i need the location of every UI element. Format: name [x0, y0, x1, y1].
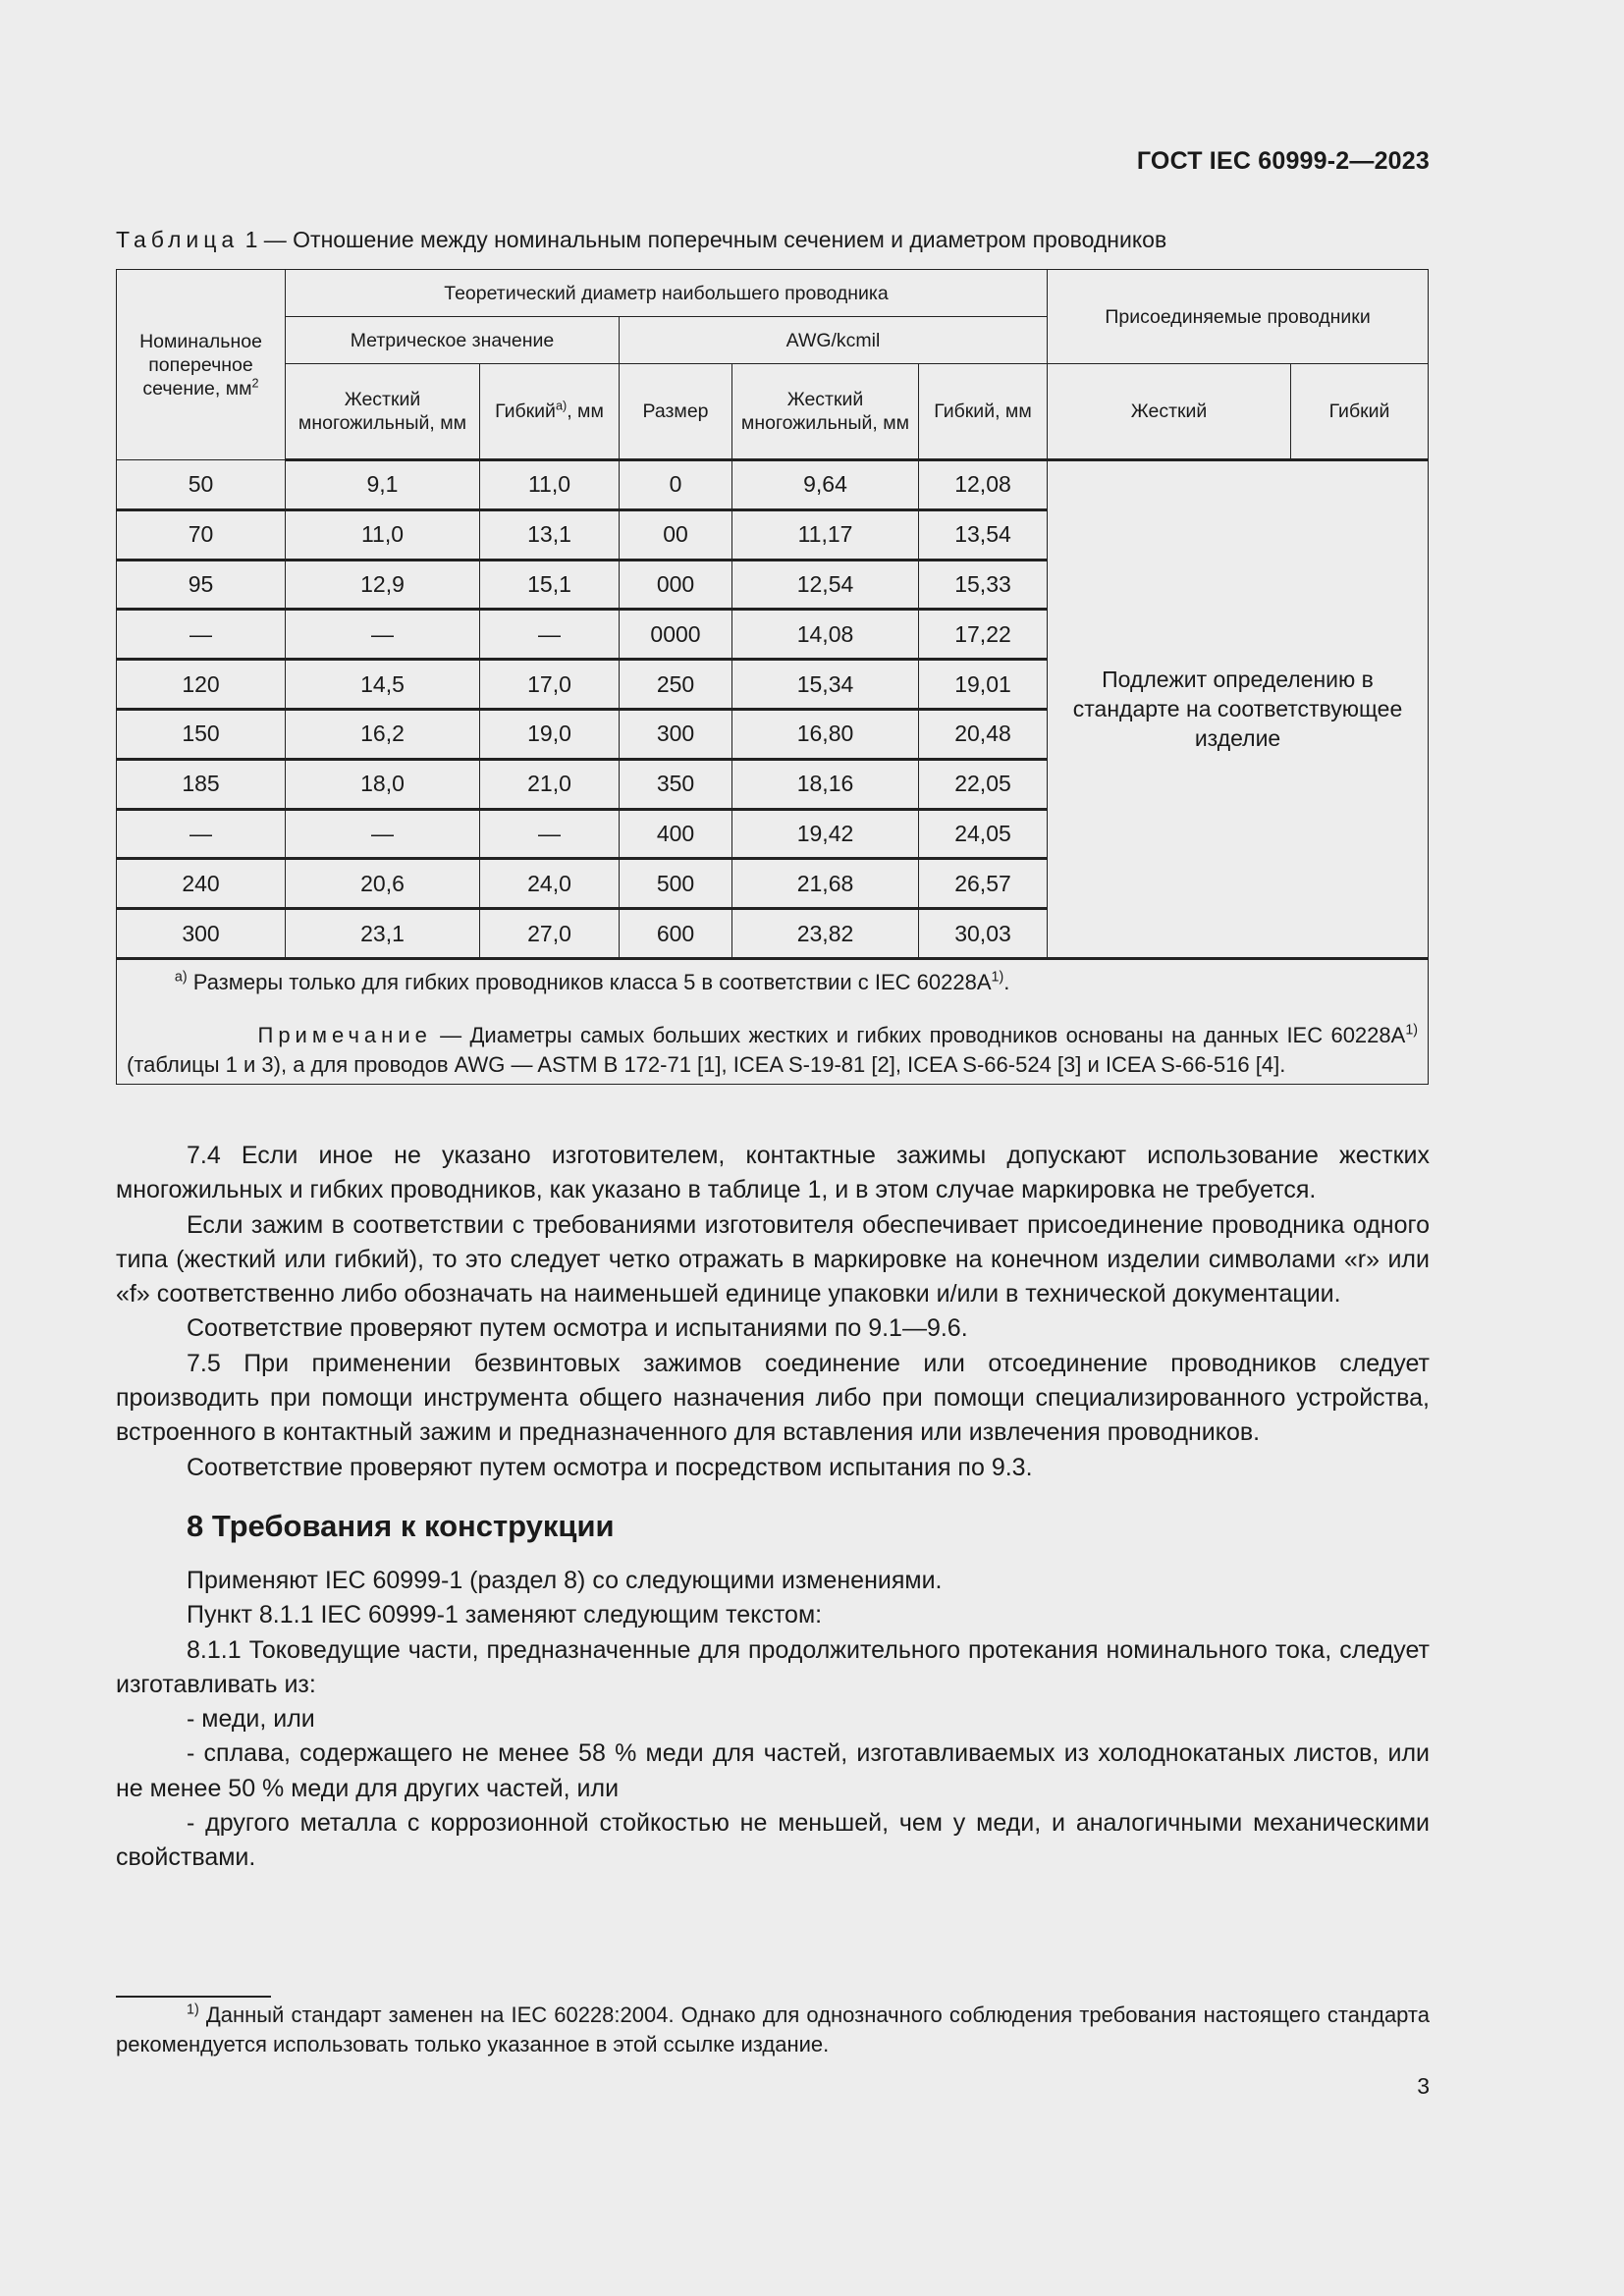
table-cell: 50 [117, 460, 286, 510]
table-cell: 11,0 [480, 460, 620, 510]
table-cell: 9,64 [732, 460, 919, 510]
table-cell: 17,0 [480, 660, 620, 710]
table-footnote: $^{а)}$ Размеры только для гибких проводников класса 5 в соответствии с IEC $60228A^{1)}$. [174, 969, 1010, 994]
table-cell: 300 [620, 709, 732, 759]
header-theoretical: Теоретический диаметр наибольшего проводника [286, 270, 1048, 317]
table-cell: 23,82 [732, 909, 919, 959]
table-cell: 26,57 [919, 859, 1048, 909]
table-caption-text: 1 — Отношение между номинальным поперечным сечением и диаметром проводников [244, 227, 1167, 252]
table-cell: 0000 [620, 610, 732, 660]
page-number: 3 [1417, 2073, 1430, 2099]
table-cell: 19,42 [732, 809, 919, 859]
table-cell: 24,0 [480, 859, 620, 909]
table-cell: 500 [620, 859, 732, 909]
table-cell: 70 [117, 509, 286, 560]
paragraph: Соответствие проверяют путем осмотра и испытаниями по 9.1—9.6. [187, 1314, 968, 1343]
list-item: - другого металла с коррозионной стойкостью не меньшей, чем у меди, и аналогичными механическими свойствами. [116, 1809, 1430, 1872]
table-note: Примечание — Диаметры самых больших жестких и гибких проводников основаны на данных IEC $60228A^{1)}$ (таблицы 1 и 3), а для проводов AWG — ASTM B 172-71 [1], ICEA S-19-81 [2], ICEA S-66-524 [3] и ICEA S-66-516 [4]. [127, 1022, 1419, 1077]
table-cell: 15,34 [732, 660, 919, 710]
paragraph-8-1-1: 8.1.1 Токоведущие части, предназначенные для продолжительного протекания номинального тока, следует изготавливать из: [116, 1635, 1430, 1698]
table-cell: 19,0 [480, 709, 620, 759]
footnote-divider [116, 1996, 271, 1998]
page-footnote: $^{1)}$ Данный стандарт заменен на IEC 60228:2004. Однако для однозначного соблюдения требования настоящего стандарта рекомендуется использовать только указанное в этой ссылке издание. [116, 2002, 1430, 2056]
table-cell: 21,0 [480, 759, 620, 809]
document-code: ГОСТ IEC 60999-2—2023 [1136, 147, 1430, 175]
table-cell: 15,33 [919, 560, 1048, 610]
paragraph: Пункт 8.1.1 IEC 60999-1 заменяют следующим текстом: [187, 1601, 823, 1629]
table-cell: 150 [117, 709, 286, 759]
table-cell: 18,0 [286, 759, 480, 809]
table-cell: — [117, 809, 286, 859]
header-size: Размер [620, 364, 732, 460]
table-caption-label: Таблица [116, 227, 240, 252]
table-cell: 350 [620, 759, 732, 809]
table-cell: 9,1 [286, 460, 480, 510]
header-flexible: Гибкий$^{а)}$, мм [480, 364, 620, 460]
table-notes [117, 958, 1429, 1084]
table-cell: 16,80 [732, 709, 919, 759]
table-cell: 000 [620, 560, 732, 610]
table-cell: 12,54 [732, 560, 919, 610]
table-cell: 30,03 [919, 909, 1048, 959]
table-cell: 14,08 [732, 610, 919, 660]
merged-connectable-cell: Подлежит определению в стандарте на соответствующее изделие [1048, 460, 1429, 959]
conductor-table [116, 269, 1429, 1085]
table-cell: 15,1 [480, 560, 620, 610]
header-awg-rigid: Жесткий многожильный, мм [732, 364, 919, 460]
table-cell: 21,68 [732, 859, 919, 909]
table-cell: 22,05 [919, 759, 1048, 809]
header-rigid-stranded: Жесткий многожильный, мм [286, 364, 480, 460]
table-cell: 400 [620, 809, 732, 859]
paragraph: Если зажим в соответствии с требованиями изготовителя обеспечивает присоединение проводника одного типа (жесткий или гибкий), то это следует четко отражать в маркировке на конечном изделии символами «r» или «f» соответственно либо обозначать на наименьшей единице упаковки и/или в технической документации. [116, 1210, 1430, 1308]
table-cell: 13,1 [480, 509, 620, 560]
header-awg: AWG/kcmil [620, 317, 1048, 364]
paragraph-7-4: 7.4 Если иное не указано изготовителем, контактные зажимы допускают использование жестких многожильных и гибких проводников, как указано в таблице 1, и в этом случае маркировка не требуется. [116, 1142, 1430, 1204]
table-cell: 600 [620, 909, 732, 959]
table-caption [116, 227, 1166, 253]
list-item: - меди, или [187, 1705, 315, 1734]
table-row [117, 460, 1429, 510]
table-cell: — [286, 809, 480, 859]
list-item: - сплава, содержащего не менее 58 % меди для частей, изготавливаемых из холоднокатаных листов, или не менее 50 % меди для других частей, или [116, 1739, 1430, 1802]
table-cell: 12,9 [286, 560, 480, 610]
table-cell: 120 [117, 660, 286, 710]
table-cell: 12,08 [919, 460, 1048, 510]
header-metric: Метрическое значение [286, 317, 620, 364]
table-cell: 00 [620, 509, 732, 560]
paragraph: Соответствие проверяют путем осмотра и посредством испытания по 9.3. [187, 1453, 1033, 1481]
table-cell: 23,1 [286, 909, 480, 959]
table-cell: 19,01 [919, 660, 1048, 710]
table-cell: — [286, 610, 480, 660]
paragraph: Применяют IEC 60999-1 (раздел 8) со следующими изменениями. [187, 1566, 943, 1594]
table-cell: — [480, 610, 620, 660]
header-nominal: Номинальное поперечное сечение, $мм^2$ [117, 270, 286, 460]
table-cell: 18,16 [732, 759, 919, 809]
table-cell: — [480, 809, 620, 859]
header-awg-flexible: Гибкий, мм [919, 364, 1048, 460]
table-cell: — [117, 610, 286, 660]
header-connectable: Присоединяемые проводники [1048, 270, 1429, 364]
table-cell: 240 [117, 859, 286, 909]
table-cell: 95 [117, 560, 286, 610]
table-cell: 11,0 [286, 509, 480, 560]
table-cell: 13,54 [919, 509, 1048, 560]
section-heading: 8 Требования к конструкции [187, 1508, 615, 1543]
table-cell: 300 [117, 909, 286, 959]
paragraph-7-5: 7.5 При применении безвинтовых зажимов соединение или отсоединение проводников следует производить при помощи инструмента общего назначения либо при помощи специализированного устройства, встроенного в контактный зажим и предназначенного для вставления или извлечения проводников. [116, 1349, 1430, 1447]
table-cell: 14,5 [286, 660, 480, 710]
table-cell: 20,48 [919, 709, 1048, 759]
table-cell: 11,17 [732, 509, 919, 560]
header-conn-flexible: Гибкий [1291, 364, 1429, 460]
table-cell: 0 [620, 460, 732, 510]
body-text [116, 1139, 1430, 1876]
table-cell: 27,0 [480, 909, 620, 959]
header-conn-rigid: Жесткий [1048, 364, 1291, 460]
table-cell: 24,05 [919, 809, 1048, 859]
table-cell: 16,2 [286, 709, 480, 759]
table-cell: 185 [117, 759, 286, 809]
table-cell: 250 [620, 660, 732, 710]
table-cell: 17,22 [919, 610, 1048, 660]
table-cell: 20,6 [286, 859, 480, 909]
